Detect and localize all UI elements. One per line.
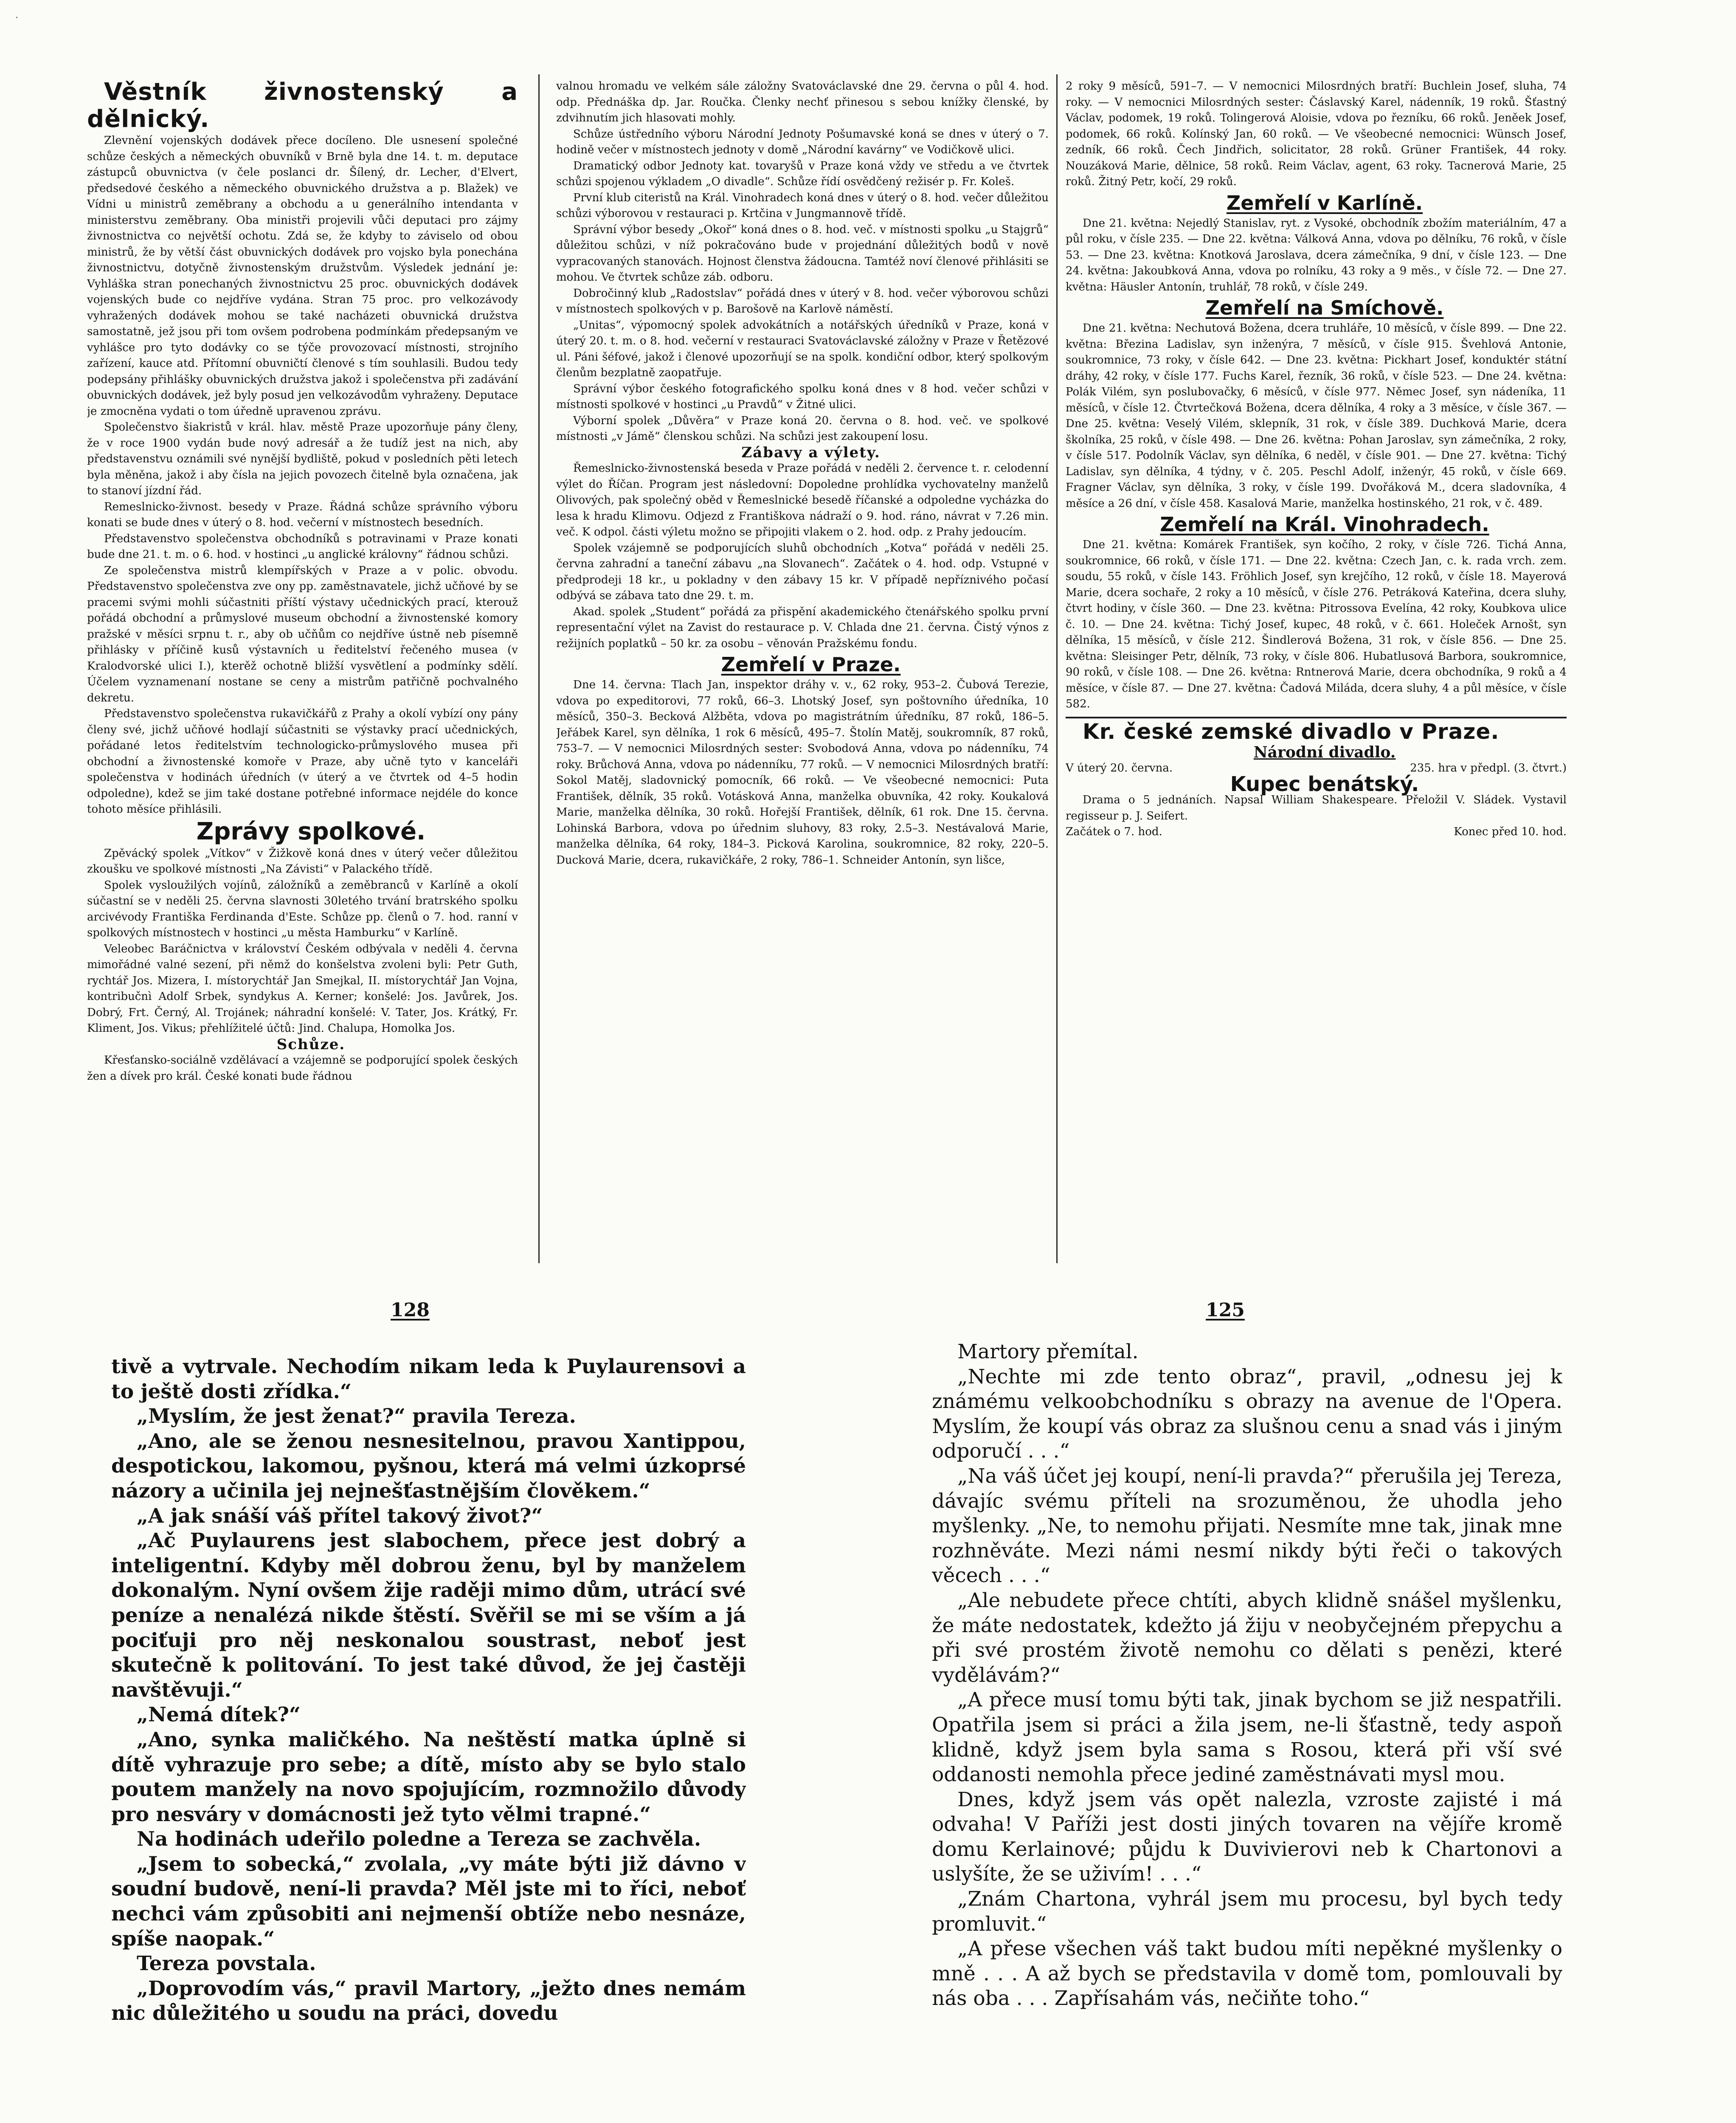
club-news-item: „Unitas“, výpomocný spolek advokátních a notářských úředníků v Praze, koná v úterý 20. t. m. o 8. hod. večerní v restauraci Svatováclavské záložny v Praze v Řetězové ul. Páni šéfové, jakož i členové upozorňují se na spolk. kondiční odbor, který spolkovým členům bezplatně zaopatřuje. [556,318,1049,379]
novel-paragraph: „Ano, synka maličkého. Na neštěstí matka úplně si dítě vyhrazuje pro sebe; a dítě, místo aby se bylo stalo poutem manžely na novo spojujícím, rozmnožilo důvody pro nesváry v domácnosti jež tyto vělmi trapné.“ [111,1728,746,1826]
theatre-credits: Drama o 5 jednáních. Napsal William Shakespeare. Přeložil V. Sládek. Vystavil regisseur p. J. Seifert. [1066,794,1567,822]
deaths-smichov-heading: Zemřelí na Smíchově. [1205,296,1444,319]
section-heading: Zprávy spolkové. [196,817,426,845]
novel-paragraph: „Ač Puylaurens jest slabochem, přece jest dobrý a inteligentní. Kdyby měl dobrou ženu, byl by manželem dokonalým. Nyní ovšem žije raději mimo dům, utrácí své peníze a nenalézá nikde štěstí. Svěřil se mi se vším a já pociťuji pro něj neskonalou soustrast, neboť jest skutečně k politování. To jest také důvod, že jej častěji navštěvuji.“ [111,1529,746,1702]
club-news-item: Výborní spolek „Důvěra“ v Praze koná 20. června o 8. hod. več. ve spolkové místnosti „v Jámě“ členskou schůzi. Na schůzi jest zakoupení losu. [556,414,1049,443]
club-news-item: První klub citeristů na Král. Vinohradech koná dnes v úterý o 8. hod. večer důležitou schůzi výborovou v restauraci p. Krtčina v Jungmannově třídě. [556,191,1049,220]
article: Představenstvo společenstva rukavičkářů z Prahy a okolí vybízí ony pány členy své, jichž učňové hodlají súčastniti se výstavky prací učednických, pořádané letos ředitelstvím technologicko-průmyslového musea při obchodní a živnostenské komoře v Praze, aby učně tyto v kanceláři společenstva v hodinách úředních (v úterý a ve čtvrtek od 4–5 hodin odpoledne), kdež se jim také dostane potřebné informace nejdéle do konce tohoto měsíce přihlásili. [87,707,518,816]
novel-paragraph: Tereza povstala. [137,1952,316,1976]
theatre-play-title: Kupec benátský. [1230,772,1419,796]
masthead: Věstník živnostenský a dělnický. [87,79,518,133]
novel-paragraph: „Nechte mi zde tento obraz“, pravil, „odnesu jej k známému velkoobchodníku s obrazy na avenue de l'Opera. Myslím, že koupí vás obraz za slušnou cenu a snad vás i jiným odporučí . . .“ [932,1365,1562,1463]
theatre-title: Kr. české zemské divadlo v Praze. [1083,719,1500,744]
novel-paragraph: „Na váš účet jej koupí, není-li pravda?“ přerušila jej Tereza, dávajíc svému příteli na srozuměnou, že uhodla jeho myšlenky. „Ne, to nemohu přijati. Nesmíte mne tak, jinak mne rozhněváte. Mezi námi nesmí nikdy býti řeči o takových věcech . . .“ [932,1464,1562,1588]
novel-paragraph: „Ano, ale se ženou nesnesitelnou, pravou Xantippou, despotickou, lakomou, pyšnou, která má velmi úzkoprsé názory a učinila jej nejnešťastnějším člověkem.“ [111,1429,746,1503]
deaths-vinohrady-heading: Zemřelí na Král. Vinohradech. [1160,513,1489,536]
novel-paragraph: Na hodinách udeřilo poledne a Tereza se zachvěla. [137,1827,701,1851]
theatre-performance: 235. hra v předpl. (3. čtvrt.) [1410,762,1567,774]
novel-paragraph: „Nemá dítek?“ [137,1703,301,1727]
theatre-end: Konec před 10. hod. [1454,825,1567,838]
article: Společenstvo šiakristů v král. hlav. městě Praze upozorňuje pány členy, že v roce 1900 vydán bude nový adresář a že tudíž jest na nich, aby představenstvu oznámili své nynější bydliště, pokud v posledních pěti letech byla měněna, jakož i aby čísla na jejich povozech čitelně byla označena, jak to stanoví jízdní řád. [87,421,518,497]
novel-paragraph: „Doprovodím vás,“ pravil Martory, „ježto dnes nemám nic důležitého u soudu na práci, dovedu [111,1977,746,2025]
article: Představenstvo společenstva obchodníků s potravinami v Praze konati bude dne 21. t. m. o 6. hod. v hostinci „u anglické královny“ řádnou schůzi. [87,532,518,561]
novel-paragraph: tivě a vytrvale. Nechodím nikam leda k Puylaurensovi a to ještě dosti zřídka.“ [111,1355,746,1403]
deaths-smichov: Dne 21. května: Nechutová Božena, dcera truhláře, 10 měsíců, v čísle 899. — Dne 22. května: Březina Ladislav, syn inženýra, 7 měsíců, v čísle 915. Švehlová Antonie, soukromnice, 73 roky, v čísle 642. — Dne 23. května: Pickhart Josef, konduktér státní dráhy, 42 roky, v čísle 177. Fuchs Karel, řezník, 36 roků, v čísle 523. — Dne 24. května: Polák Vilém, syn poslubovačky, 6 měsíců, v čísle 977. Němec Josef, syn nádeníka, 11 měsíců, v čísle 12. Čtvrtečková Božena, dcera dělníka, 4 roky a 3 měsíce, v čísle 367. — Dne 25. května: Veselý Vilém, sklepník, 31 rok, v čísle 389. Duchková Marie, dcera školníka, 25 roků, v čísle 498. — Dne 26. května: Pohan Jaroslav, syn zámečníka, 2 roky, v čísle 517. Podolník Václav, syn dělníka, 6 neděl, v čísle 901. — Dne 27. května: Tichý Ladislav, syn dělníka, 4 týdny, v č. 205. Peschl Adolf, inženýr, 45 roků, v čísle 669. Fragner Václav, syn dělníka, 3 roky, v čísle 199. Dvořáková M., dcera sladovníka, 4 měsíce a 26 dní, v čísle 458. Kasalová Marie, manželka hostinského, 21 rok, v č. 489. [1066,322,1567,510]
club-news-item: Spolek vysloužilých vojínů, záložníků a zeměbranců v Karlíně a okolí súčastní se v neděli 25. června slavnosti 30letého trvání bratrského spolku arcivévody Františka Ferdinanda d'Este. Schůze pp. členů o 7. hod. ranní v spolkových místnostech v hostinci „u města Hamburku“ v Karlíně. [87,878,518,939]
theatre-date: V úterý 20. června. [1066,762,1173,774]
fun-heading: Zábavy a výlety. [741,444,881,461]
page-number-left: 128 [391,1299,430,1321]
novel-page-left [111,1354,746,2123]
article: Zlevnění vojenských dodávek přece docíleno. Dle usnesení společné schůze českých a německých obuvníků v Brně byla dne 14. t. m. deputace zástupců obuvnictva (v čele poslanci dr. Šílený, dr. Lecher, d'Elvert, předsedové českého a německého obuvnického družstva a p. Blažek) ve Vídni u ministrů zeměbrany a obchodu a u generálního intendanta v ministerstvu zeměbrany. Oba ministři projevili vůči deputaci pro zájmy živnostnictva co největší ochotu. Zdá se, že kdyby to záviselo od obou ministrů, že by větší část obuvnických dodávek pro vojsko byla ponechána živnostnictvu, dotyčně živnostenským družstvům. Výsledek jednání je: Vyhláška stran ponechaných živnostnictvu 25 proc. obuvnických dodávek vojenských bude co nejdříve vydána. Stran 75 proc. pro velkozávody vyhražených dodávek mohou se také nacházeti obuvnická družstva samostatně, jež jsou při tom ovšem podrobena podmínkám předepsaným ve vyhlášce pro tyto dodávky co se týče provozovací místnosti, strojního zařízení, kauce atd. Přítomní obuvničtí členové s tím souhlasili. Budou tedy podepsány přihlášky obuvnických družstva jakož i společenstva při zadávání obuvnických dodávek, jež byly posud jen velkozávodům vyhraženy. Deputace je zmocněna vydati o tom úředně upravenou zprávu. [87,134,518,418]
novel-paragraph: „A jak snáší váš přítel takový život?“ [137,1504,543,1528]
scan-corner-mark: · [15,13,18,23]
meeting-item: Křesťansko-sociálně vzdělávací a vzájemně se podporující spolek českých žen a dívek pro král. České konati bude řádnou [87,1054,518,1083]
novel-paragraph: „A přese všechen váš takt budou míti nepěkné myšlenky o mně . . . A až bych se představila v domě tom, pomlouvali by nás oba . . . Zapřísahám vás, nečiňte toho.“ [932,1937,1562,2010]
article: Ze společenstva mistrů klempířských v Praze a v polic. obvodu. Představenstvo společenstva zve ony pp. zaměstnavatele, jichž učňové by se pracemi svými mohli súčastniti příští výstavy učednických prací, kterouž pořádá obchodní a průmyslové museum obchodní a živnostenské komory pražské v měsíci srpnu t. r., aby ob učňům co nejdříve ústně neb písemně přihlásky v příčině kusů výstavních u ředitelství řečeného musea (v Kralodvorské ulici I.), kterěž ochotně bližší vysvětlení a podmínky sdělí. Účelem vyznamenaní nostane se ceny a mistrům patřičně pochvalného dekretu. [87,564,518,704]
theatre-subtitle: Národní divadlo. [1253,743,1396,761]
novel-paragraph: „Myslím, že jest ženat?“ pravila Tereza. [137,1405,576,1428]
club-news-item: Zpěvácký spolek „Vítkov“ v Žižkově koná dnes v úterý večer důležitou zkoušku ve spolkové místnosti „Na Závisti“ v Palackého třídě. [87,847,518,876]
club-news-item: Dobročinný klub „Radostslav“ pořádá dnes v úterý v 8. hod. večer výborovou schůzi v místnostech spolkových v p. Barošově na Karlově náměstí. [556,287,1049,315]
event-item: Spolek vzájemně se podporujících sluhů obchodních „Kotva“ pořádá v neděli 25. června zahradní a taneční zábavu „na Slovanech“. Začátek o 4. hod. odp. Vstupné v předprodeji 18 kr., u pokladny v den zábavy 15 kr. V případě nepříznivého počasí odbývá se zábava tato dne 29. t. m. [556,541,1049,602]
column-divider-b [1056,74,1058,1263]
novel-paragraph: „A přece musí tomu býti tak, jinak bychom se již nespatřili. Opatřila jsem si práci a žila jsem, ne-li šťastně, tedy aspoň klidně, když jsem byla sama s Rosou, která při vší své oddanosti nemohla přece jediné zaměstnávati mysl mou. [932,1688,1562,1787]
novel-page-right [932,1340,1562,2123]
novel-paragraph: „Jsem to sobecká,“ zvolala, „vy máte býti již dávno v soudní budově, není-li pravda? Měl jste mi to říci, neboť nechci vám způsobiti ani nejmenší obtíže nebo nesnáze, spíše naopak.“ [111,1852,746,1951]
club-news-item: Správní výbor českého fotografického spolku koná dnes v 8 hod. večer schůzi v místnosti spolkové v hostinci „u Pravdů“ v Žitné ulici. [556,382,1049,411]
event-item: Akad. spolek „Student“ pořádá za přispění akademického čtenářského spolku první representační výlet na Zavist do restaurace p. V. Chlada dne 21. června. Čistý výnos z režijních poplatků – 50 kr. za osobu – věnován Pražskému fondu. [556,605,1049,650]
theatre-start: Začátek o 7. hod. [1066,825,1162,838]
club-news-item: Dramatický odbor Jednoty kat. tovaryšů v Praze koná vždy ve středu a ve čtvrtek schůzi spojenou výkladem „O divadle“. Schůze řídí osvědčený režisér p. Fr. Koleš. [556,159,1049,188]
club-news-item: Správní výbor besedy „Okoř“ koná dnes o 8. hod. več. v místnosti spolku „u Stajgrů“ důležitou schůzi, v níž pokračováno bude v projednání důležitých bodů v nově vypracovaných stanovách. Hojnost členstva žádoucna. Tamtéž noví členové přihlásiti se mohou. Ve čtvrtek schůze záb. odboru. [556,223,1049,284]
deaths-karlin: Dne 21. května: Nejedlý Stanislav, ryt. z Vysoké, obchodník zbožím materiálním, 47 a půl roku, v čísle 235. — Dne 22. května: Válková Anna, vdova po dělníku, 76 roků, v čísle 53. — Dne 23. května: Knotková Jaroslava, dcera zámečníka, 9 dní, v čísle 123. — Dne 24. května: Jakoubková Anna, vdova po rolníku, 43 roky a 9 měs., v čísle 72. — Dne 27. května: Häusler Antonín, truhlář, 78 roků, v čísle 249. [1066,217,1567,293]
column-divider-a [538,74,540,1263]
column-b [556,79,1049,1280]
deaths-prague-heading: Zemřelí v Praze. [721,653,901,676]
club-news-item: Veleobec Baráčnictva v království Českém odbývala v neděli 4. června mimořádné valné sezení, při němž do konšelstva zvoleni byli: Petr Guth, rychtář Jos. Mizera, I. místorychtář Jan Smejkal, II. místorychtář Jan Vojna, kontribučnì Adolf Srbek, syndykus A. Kerner; konšelé: Jos. Javůrek, Jos. Dobrý, Frt. Černý, Al. Trojánek; náhradní konšelé: V. Tater, Jos. Krátký, Fr. Kliment, Jos. Vikus; přehlížitelé účtů: Jind. Chalupa, Homolka Jos. [87,942,518,1035]
page-number-right: 125 [1206,1299,1245,1321]
club-news-item: Schůze ústředního výboru Národní Jednoty Pošumavské koná se dnes v úterý o 7. hodině večer v místnostech jednoty v domě „Národní kavárny“ ve Vodičkově ulici. [556,127,1049,156]
novel-paragraph: „Znám Chartona, vyhrál jsem mu procesu, byl bych tedy promluvit.“ [932,1887,1562,1936]
deaths-prague: Dne 14. června: Tlach Jan, inspektor dráhy v. v., 62 roky, 953–2. Čubová Terezie, vdova po expeditorovi, 77 roků, 66–3. Lhotský Josef, syn poštovního úředníka, 10 měsíců, 350–3. Becková Alžběta, vdova po magistrátním úředníku, 87 roků, 186–5. Jeřábek Karel, syn dělníka, 1 rok 6 měsíců, 495–7. Štolín Matěj, soukromník, 87 roků, 753–7. — V nemocnici Milosrdných sester: Svobodová Anna, vdova po nádenníku, 74 roky. Brůchová Anna, vdova po nádenníku, 77 roků. — V nemocnici Milosrdných bratří: Sokol Matěj, sladovnický pomocník, 66 roků. — Ve všeobecné nemocnici: Puta František, dělník, 35 roků. Votásková Anna, manželka obuvníka, 42 roky. Koukalová Marie, manželka dělníka, 30 roků. Hořejší František, dělník, 61 rok. Dne 15. června. Lohinská Barbora, vdova po úřednim sluhovy, 83 roky, 2.5–3. Nestávalová Marie, manželka dělníka, 64 roky, 184–3. Picková Karolina, soukromnice, 82 roky, 220–5. Ducková Marie, dcera, rukavičkáře, 2 roky, 786–1. Schneider Antonín, syn lišce, [556,679,1049,867]
theatre-time-row [1066,824,1567,840]
deaths-continued: 2 roky 9 měsíců, 591–7. — V nemocnici Milosrdných bratří: Buchlein Josef, sluha, 74 roky. — V nemocnici Milosrdných sester: Čáslavský Karel, nádenník, 19 roků. Šťastný Václav, podomek, 19 roků. Tolingerová Aloisie, vdova po řezníku, 66 roků. Jeněek Josef, podomek, 66 roků. Kolínský Jan, 60 roků. — Ve všeobecné nemocnici: Wünsch Josef, zedník, 66 roků. Čech Jindřich, solicitator, 28 roků. Grüner František, 44 roky. Nouzáková Marie, dělnice, 58 roků. Reim Václav, agent, 63 roky. Tacnerová Marie, 25 roků. Žitný Petr, kočí, 29 roků. [1066,80,1567,188]
article: Remeslnicko-živnost. besedy v Praze. Řádná schůze správního výboru konati se bude dnes v úterý o 8. hod. večerní v místnostech besedních. [87,500,518,529]
column-a [87,79,518,1310]
deaths-vinohrady: Dne 21. května: Komárek František, syn kočího, 2 roky, v čísle 726. Tichá Anna, soukromnice, 66 roků, v čísle 171. — Dne 22. května: Czech Jan, c. k. rada vrch. zem. soudu, 55 roků, v čísle 143. Fröhlich Josef, syn krejčího, 12 roků, v čísle 18. Mayerová Marie, dcera sochaře, 2 roky a 10 měsíců, v čísle 276. Petráková Kateřina, dcera sluhy, čtvrt hodiny, v čísle 360. — Dne 23. května: Pitrossova Evelína, 42 roky, Koubkova ulice č. 10. — Dne 24. května: Tichý Josef, kupec, 48 roků, v č. 661. Holeček Arnošt, syn dělníka, 15 měsíců, v čísle 212. Šindlerová Božena, 31 rok, v čísle 856. — Dne 25. května: Sleisinger Petr, dělník, 73 roky, v čísle 806. Hubatlusová Barbora, soukromnice, 90 roků, v čísle 108. — Dne 26. května: Rntnerová Marie, dcera obchodníka, 9 roků a 4 měsíce, v čísle 87. — Dne 27. května: Čadová Miláda, dcera sluhy, 4 a půl měsíce, v čísle 582. [1066,538,1567,710]
club-news-item: valnou hromadu ve velkém sále záložny Svatováclavské dne 29. června o půl 4. hod. odp. Přednáška dp. Jar. Roučka. Členky nechť přinesou s sebou knížky členské, by zdvihnutím jich hlasovati mohly. [556,80,1049,124]
novel-paragraph: Dnes, když jsem vás opět nalezla, vzroste zajisté i má odvaha! V Paříži jest dosti jiných tovaren na vějíře kromě domu Kerlainové; půjdu k Duvivierovi neb k Chartonovi a uslyšíte, že se uživím! . . .“ [932,1788,1562,1886]
column-c [1066,79,1567,1267]
novel-paragraph: Martory přemítal. [957,1340,1139,1363]
deaths-karlin-heading: Zemřelí v Karlíně. [1226,191,1423,214]
event-item: Řemeslnicko-živnostenská beseda v Praze pořádá v neděli 2. července t. r. celodenní výlet do Říčan. Program jest následovní: Dopoledne prohlídka vychovatelny manželů Olivových, pak společný oběd v Řemeslnické besedě říčanské a odpoledne vycházka do lesa k hradu Klimovu. Odjezd z Františkova nádraží o 9. hod. ráno, návrat v 7.26 min. več. K odpol. části výletu možno se připojiti vlakem o 2. hod. odp. z Prahy jedoucím. [556,462,1049,538]
meetings-heading: Schůze. [276,1036,346,1053]
theatre-rule [1066,717,1567,718]
novel-paragraph: „Ale nebudete přece chtíti, abych klidně snášel myšlenku, že máte nedostatek, kdežto já žiju v neobyčejném přepychu a při své prostém životě nemohu co dělati s penězi, které vydělávám?“ [932,1588,1562,1687]
